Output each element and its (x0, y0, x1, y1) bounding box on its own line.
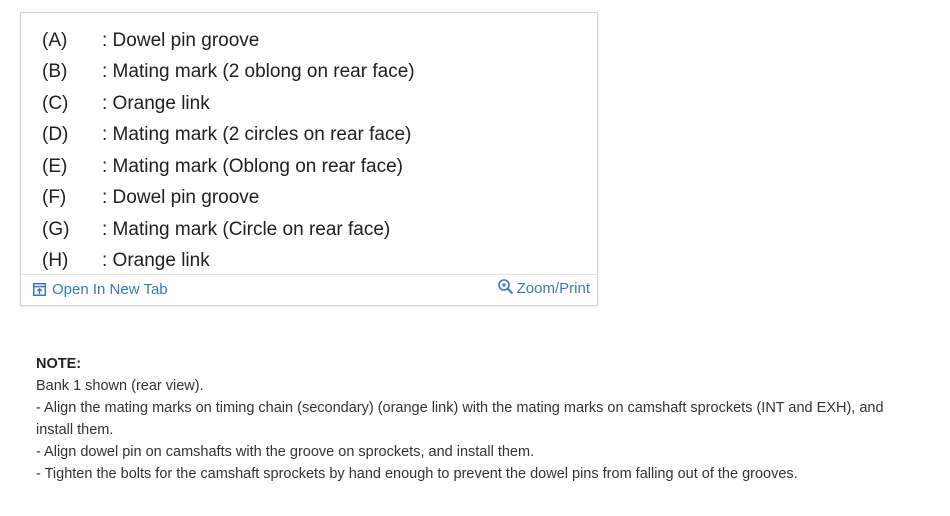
legend-description: : Mating mark (2 oblong on rear face) (102, 61, 415, 83)
legend-item (42, 151, 582, 183)
figure-panel (20, 12, 598, 306)
zoom-print-label: Zoom/Print (516, 280, 590, 297)
magnifier-icon (497, 278, 515, 296)
legend-letter: (F) (42, 187, 67, 209)
legend-description: : Mating mark (Oblong on rear face) (102, 155, 403, 177)
note-section (36, 353, 916, 485)
legend-description: : Orange link (102, 250, 210, 272)
open-in-new-tab-link[interactable] (33, 281, 168, 298)
legend-letter: (B) (42, 61, 68, 83)
legend-item (42, 246, 582, 278)
legend-letter: (A) (42, 29, 68, 51)
legend-list (42, 25, 582, 277)
open-in-new-tab-icon (33, 283, 46, 296)
legend-description: : Dowel pin groove (102, 187, 260, 209)
zoom-print-link[interactable] (497, 280, 590, 297)
legend-description: : Orange link (102, 92, 210, 114)
note-line: Bank 1 shown (rear view). (36, 378, 204, 394)
open-in-new-tab-label: Open In New Tab (52, 281, 168, 298)
legend-item (42, 25, 582, 57)
note-line: - Tighten the bolts for the camshaft sprockets by hand enough to prevent the dowel pins from falling out of the grooves. (36, 466, 798, 482)
legend-item (42, 120, 582, 152)
legend-letter: (D) (42, 124, 69, 146)
note-line: - Align the mating marks on timing chain (secondary) (orange link) with the mating marks on camshaft sprockets (INT and EXH), and install them. (36, 400, 884, 438)
legend-item (42, 183, 582, 215)
legend-description: : Dowel pin groove (102, 29, 260, 51)
figure-footer (21, 274, 597, 305)
legend-letter: (C) (42, 92, 69, 114)
legend-item (42, 214, 582, 246)
legend-letter: (H) (42, 250, 69, 272)
legend-item (42, 88, 582, 120)
legend-letter: (G) (42, 218, 70, 240)
note-line: - Align dowel pin on camshafts with the groove on sprockets, and install them. (36, 444, 535, 460)
note-title: NOTE: (36, 356, 82, 372)
legend-description: : Mating mark (2 circles on rear face) (102, 124, 412, 146)
legend-description: : Mating mark (Circle on rear face) (102, 218, 391, 240)
legend-item (42, 57, 582, 89)
legend-letter: (E) (42, 155, 68, 177)
